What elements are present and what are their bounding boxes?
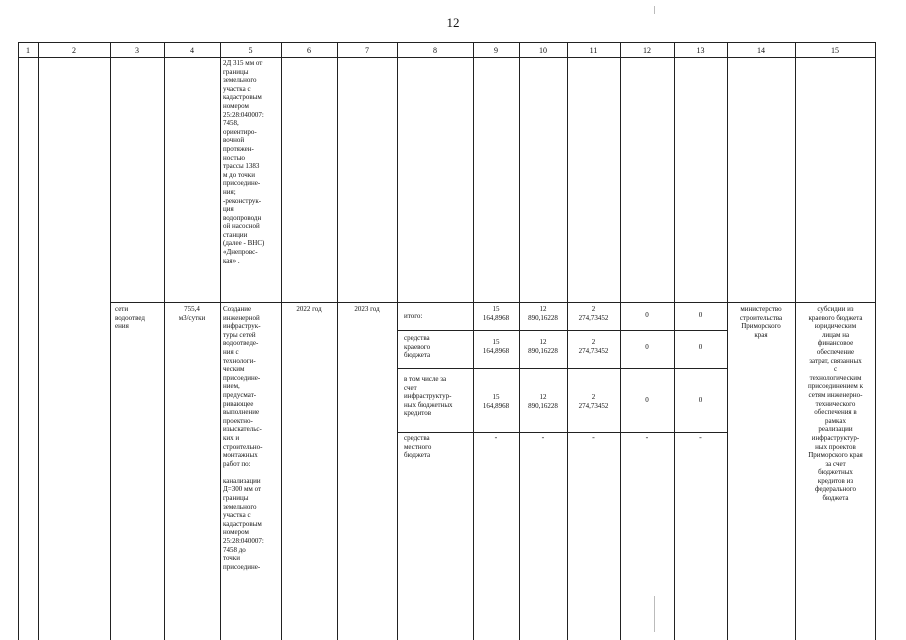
funding-source: средства краевого бюджета — [404, 334, 431, 360]
funding-value: - — [541, 433, 545, 442]
scan-mark — [654, 596, 655, 632]
column-header: 4 — [190, 46, 194, 55]
scan-mark — [654, 6, 655, 14]
column-header: 3 — [135, 46, 139, 55]
funding-source: в том числе за счет инфраструктур- ных бюджетных кредитов — [404, 375, 453, 418]
column-header: 12 — [643, 46, 651, 55]
col-line — [18, 42, 19, 640]
funding-value: - — [645, 433, 649, 442]
funding-value: 0 — [645, 396, 649, 404]
col-line — [38, 42, 39, 640]
executor: министерство строительства Приморского края — [739, 305, 783, 339]
column-header: 8 — [433, 46, 437, 55]
column-header: 14 — [757, 46, 765, 55]
funding-value: - — [494, 433, 498, 442]
col-line — [620, 42, 621, 640]
funding-row-separator — [397, 368, 727, 369]
funding-value: 0 — [698, 343, 703, 351]
funding-value: 15 164,8968 — [482, 338, 510, 355]
funding-source: средства местного бюджета — [404, 434, 432, 460]
funding-row-separator — [397, 330, 727, 331]
table-border-top — [18, 42, 875, 43]
page-number: 12 — [446, 15, 460, 30]
column-header: 9 — [494, 46, 498, 55]
column-header: 7 — [365, 46, 369, 55]
capacity: 755,4 м3/сутки — [178, 305, 206, 322]
column-header: 1 — [26, 46, 30, 55]
column-header: 2 — [72, 46, 76, 55]
funding-value: 2 274,73452 — [578, 393, 609, 410]
start-year: 2022 год — [296, 305, 322, 313]
funding-value: 0 — [698, 311, 703, 319]
funding-value: 2 274,73452 — [578, 305, 609, 322]
funding-value: - — [592, 433, 595, 442]
col-line — [110, 42, 111, 640]
column-header: 6 — [307, 46, 311, 55]
funding-value: 0 — [645, 311, 649, 319]
funding-value: 0 — [698, 396, 703, 404]
col-line — [164, 42, 165, 640]
funding-value: 0 — [645, 343, 649, 351]
funding-value: 15 164,8968 — [482, 305, 510, 322]
column-header: 5 — [248, 46, 253, 55]
col-line — [875, 42, 876, 640]
funding-value: - — [699, 433, 702, 442]
col-line — [281, 42, 282, 640]
result-description: субсидии из краевого бюджета юридическим лицам на финансовое обеспечение затрат, связанных с технологическим присоединением к сетям инженерно- технического обеспечения в рамках реализации инфраструктур- ных проектов Приморского края за счет бюджетных кредитов из федерального бюджета — [807, 305, 864, 503]
row-separator — [110, 302, 875, 303]
funding-source: итого: — [404, 312, 423, 320]
col-line — [674, 42, 675, 640]
funding-value: 12 890,16228 — [528, 338, 558, 355]
header-separator — [18, 57, 875, 58]
col-line — [337, 42, 338, 640]
column-header: 15 — [831, 46, 839, 55]
object-name: сети водоотвед ения — [115, 305, 145, 331]
column-header: 11 — [589, 46, 598, 55]
continued-description: 2Д 315 мм от границы земельного участка с кадастровым номером 25:28:040007: 7458, ориентиро- вочной протяжен- ностью трассы 1383 м до точки присоедине- ния; -реконструк- ция водопроводн ой насосной станции (далее - ВНС) «Днепровс- кая» . — [223, 59, 265, 265]
col-line — [397, 42, 398, 640]
funding-value: 12 890,16228 — [528, 305, 558, 322]
col-line — [727, 42, 728, 640]
funding-value: 2 274,73452 — [578, 338, 609, 355]
col-line — [220, 42, 221, 640]
column-header: 10 — [539, 46, 547, 55]
funding-value: 15 164,8968 — [482, 393, 510, 410]
funding-value: 12 890,16228 — [528, 393, 558, 410]
column-header: 13 — [696, 46, 705, 55]
work-description: Создание инженерной инфраструк- туры сетей водоотведе- ния с технологи- ческим присоедине- нием, предусмат- ривающее выполнение проектно- изыскательс- ких и строительно- монтажных работ по: канализации Д=300 мм от границы земельного участка с кадастровым номером 25:28:040007: 7458 до точки присоедине- — [223, 305, 264, 571]
end-year: 2023 год — [354, 305, 380, 313]
